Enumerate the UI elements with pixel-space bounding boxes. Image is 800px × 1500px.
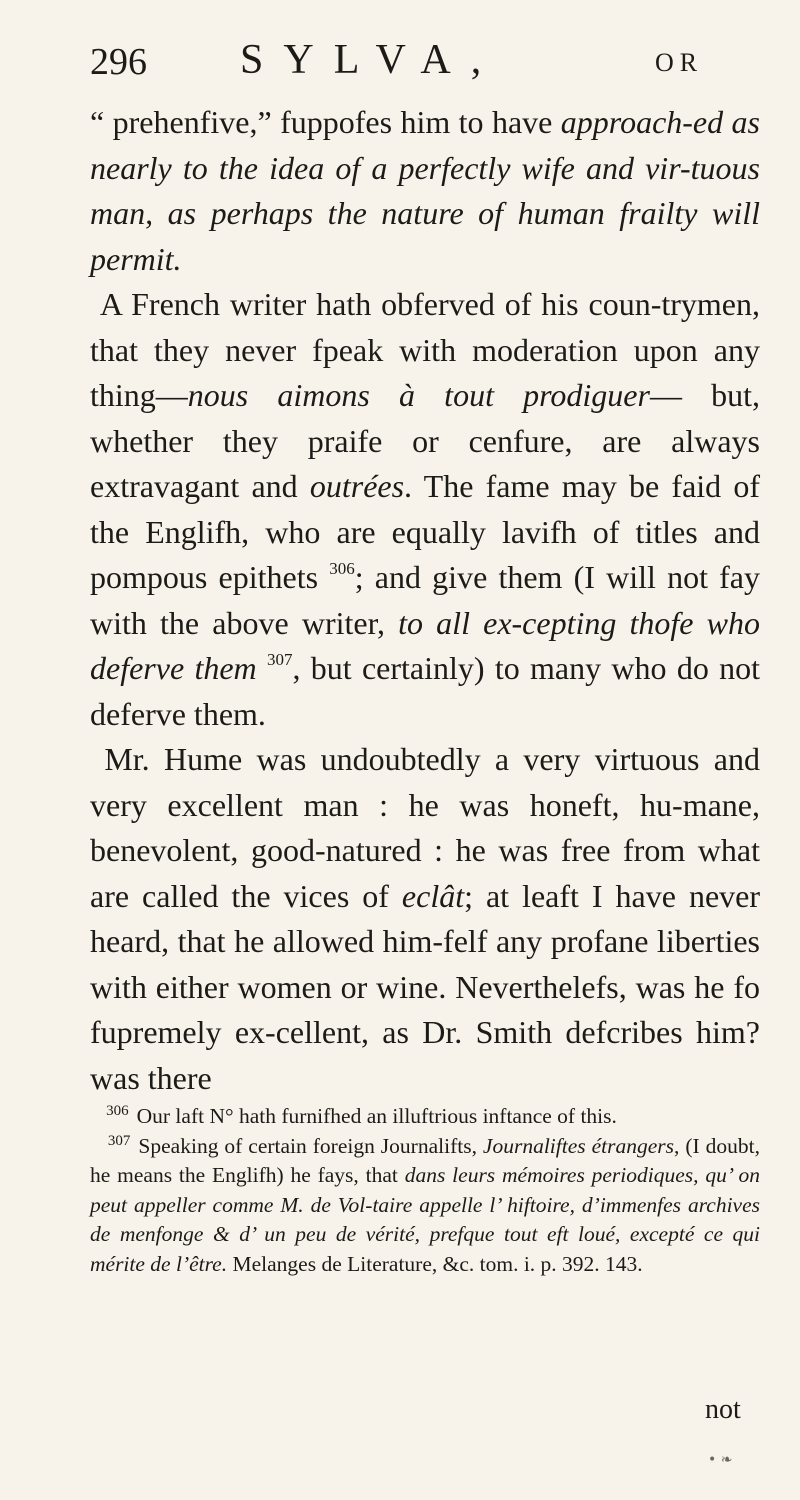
paragraph-2 (90, 282, 760, 737)
paragraph-3 (90, 737, 760, 1101)
text-run: “ prehenfive,” fuppofes him to have (90, 104, 561, 140)
main-text (90, 100, 760, 1101)
text-run: . The fame may be faid of the Englifh, who are equally lavifh of titles and pompous epithets (90, 468, 761, 595)
footnote-text: , (I doubt, he means the Englifh) he fays, that (90, 1133, 761, 1187)
page-number: 296 (90, 41, 147, 83)
footnote-ref: 306 (329, 559, 355, 578)
footnote-marker: 307 (107, 1132, 131, 1149)
italic-run: eclât (401, 877, 465, 914)
text-run: Mr. Hume was undoubtedly a very virtuous and very excellent man : he was honeft, hu-mane, benevolent, good-natured : he was free from what are called the vices of (90, 741, 761, 914)
catchword: not (705, 1394, 741, 1425)
text-run: — but, whether they praife or cenfure, are always extravagant and (90, 377, 761, 504)
footnote-text: Our laft N° hath furnifhed an illuftrious inftance of this. (136, 1104, 617, 1128)
text-run: , but certainly) to many who do not deferve them. (90, 650, 760, 732)
printer-ornament: • ❧ (708, 1452, 733, 1468)
footnote-text: Melanges de Literature, &c. tom. i. p. 392. 143. (227, 1251, 643, 1276)
text-run: A French writer hath obferved of his coun-trymen, that they never fpeak with moderation upon any thing— (90, 286, 761, 413)
paragraph-1 (90, 100, 760, 282)
text-run: ; and give them (I will not fay with the above writer, (90, 559, 761, 641)
italic-run: nous aimons à tout prodiguer (187, 377, 650, 413)
italic-run: outrées (309, 468, 405, 504)
italic-run: approach-ed as nearly to the idea of a perfectly wife and vir-tuous man, as perhaps the nature of human frailty will permit. (90, 104, 760, 277)
footnote-text: Speaking of certain foreign Journalifts, (138, 1133, 483, 1158)
footnote-marker: 306 (106, 1103, 129, 1119)
page-header (90, 32, 760, 92)
italic-run: to all ex-cepting thofe who deferve them (90, 604, 761, 686)
footnote-306 (90, 1102, 760, 1132)
running-head-suffix: OR (655, 48, 704, 77)
footnote-307 (90, 1132, 760, 1280)
running-head: SYLVA, (240, 37, 502, 83)
footnote-italic: dans leurs mémoires periodiques, qu’ on peut appeller comme M. de Vol-taire appelle l’ hiftoire, d’immenfes archives de menfonge & d’ un peu de vérité, prefque tout eft loué, excepté ce qui mérite de l’être. (90, 1163, 760, 1276)
footnotes (90, 1102, 760, 1279)
footnote-italic: Journaliftes étrangers (482, 1133, 675, 1158)
text-run: ; at leaft I have never heard, that he allowed him-felf any profane liberties with either women or wine. Neverthelefs, was he fo fupremely ex-cellent, as Dr. Smith defcribes him? was there (90, 877, 761, 1096)
footnote-ref: 307 (266, 650, 293, 669)
